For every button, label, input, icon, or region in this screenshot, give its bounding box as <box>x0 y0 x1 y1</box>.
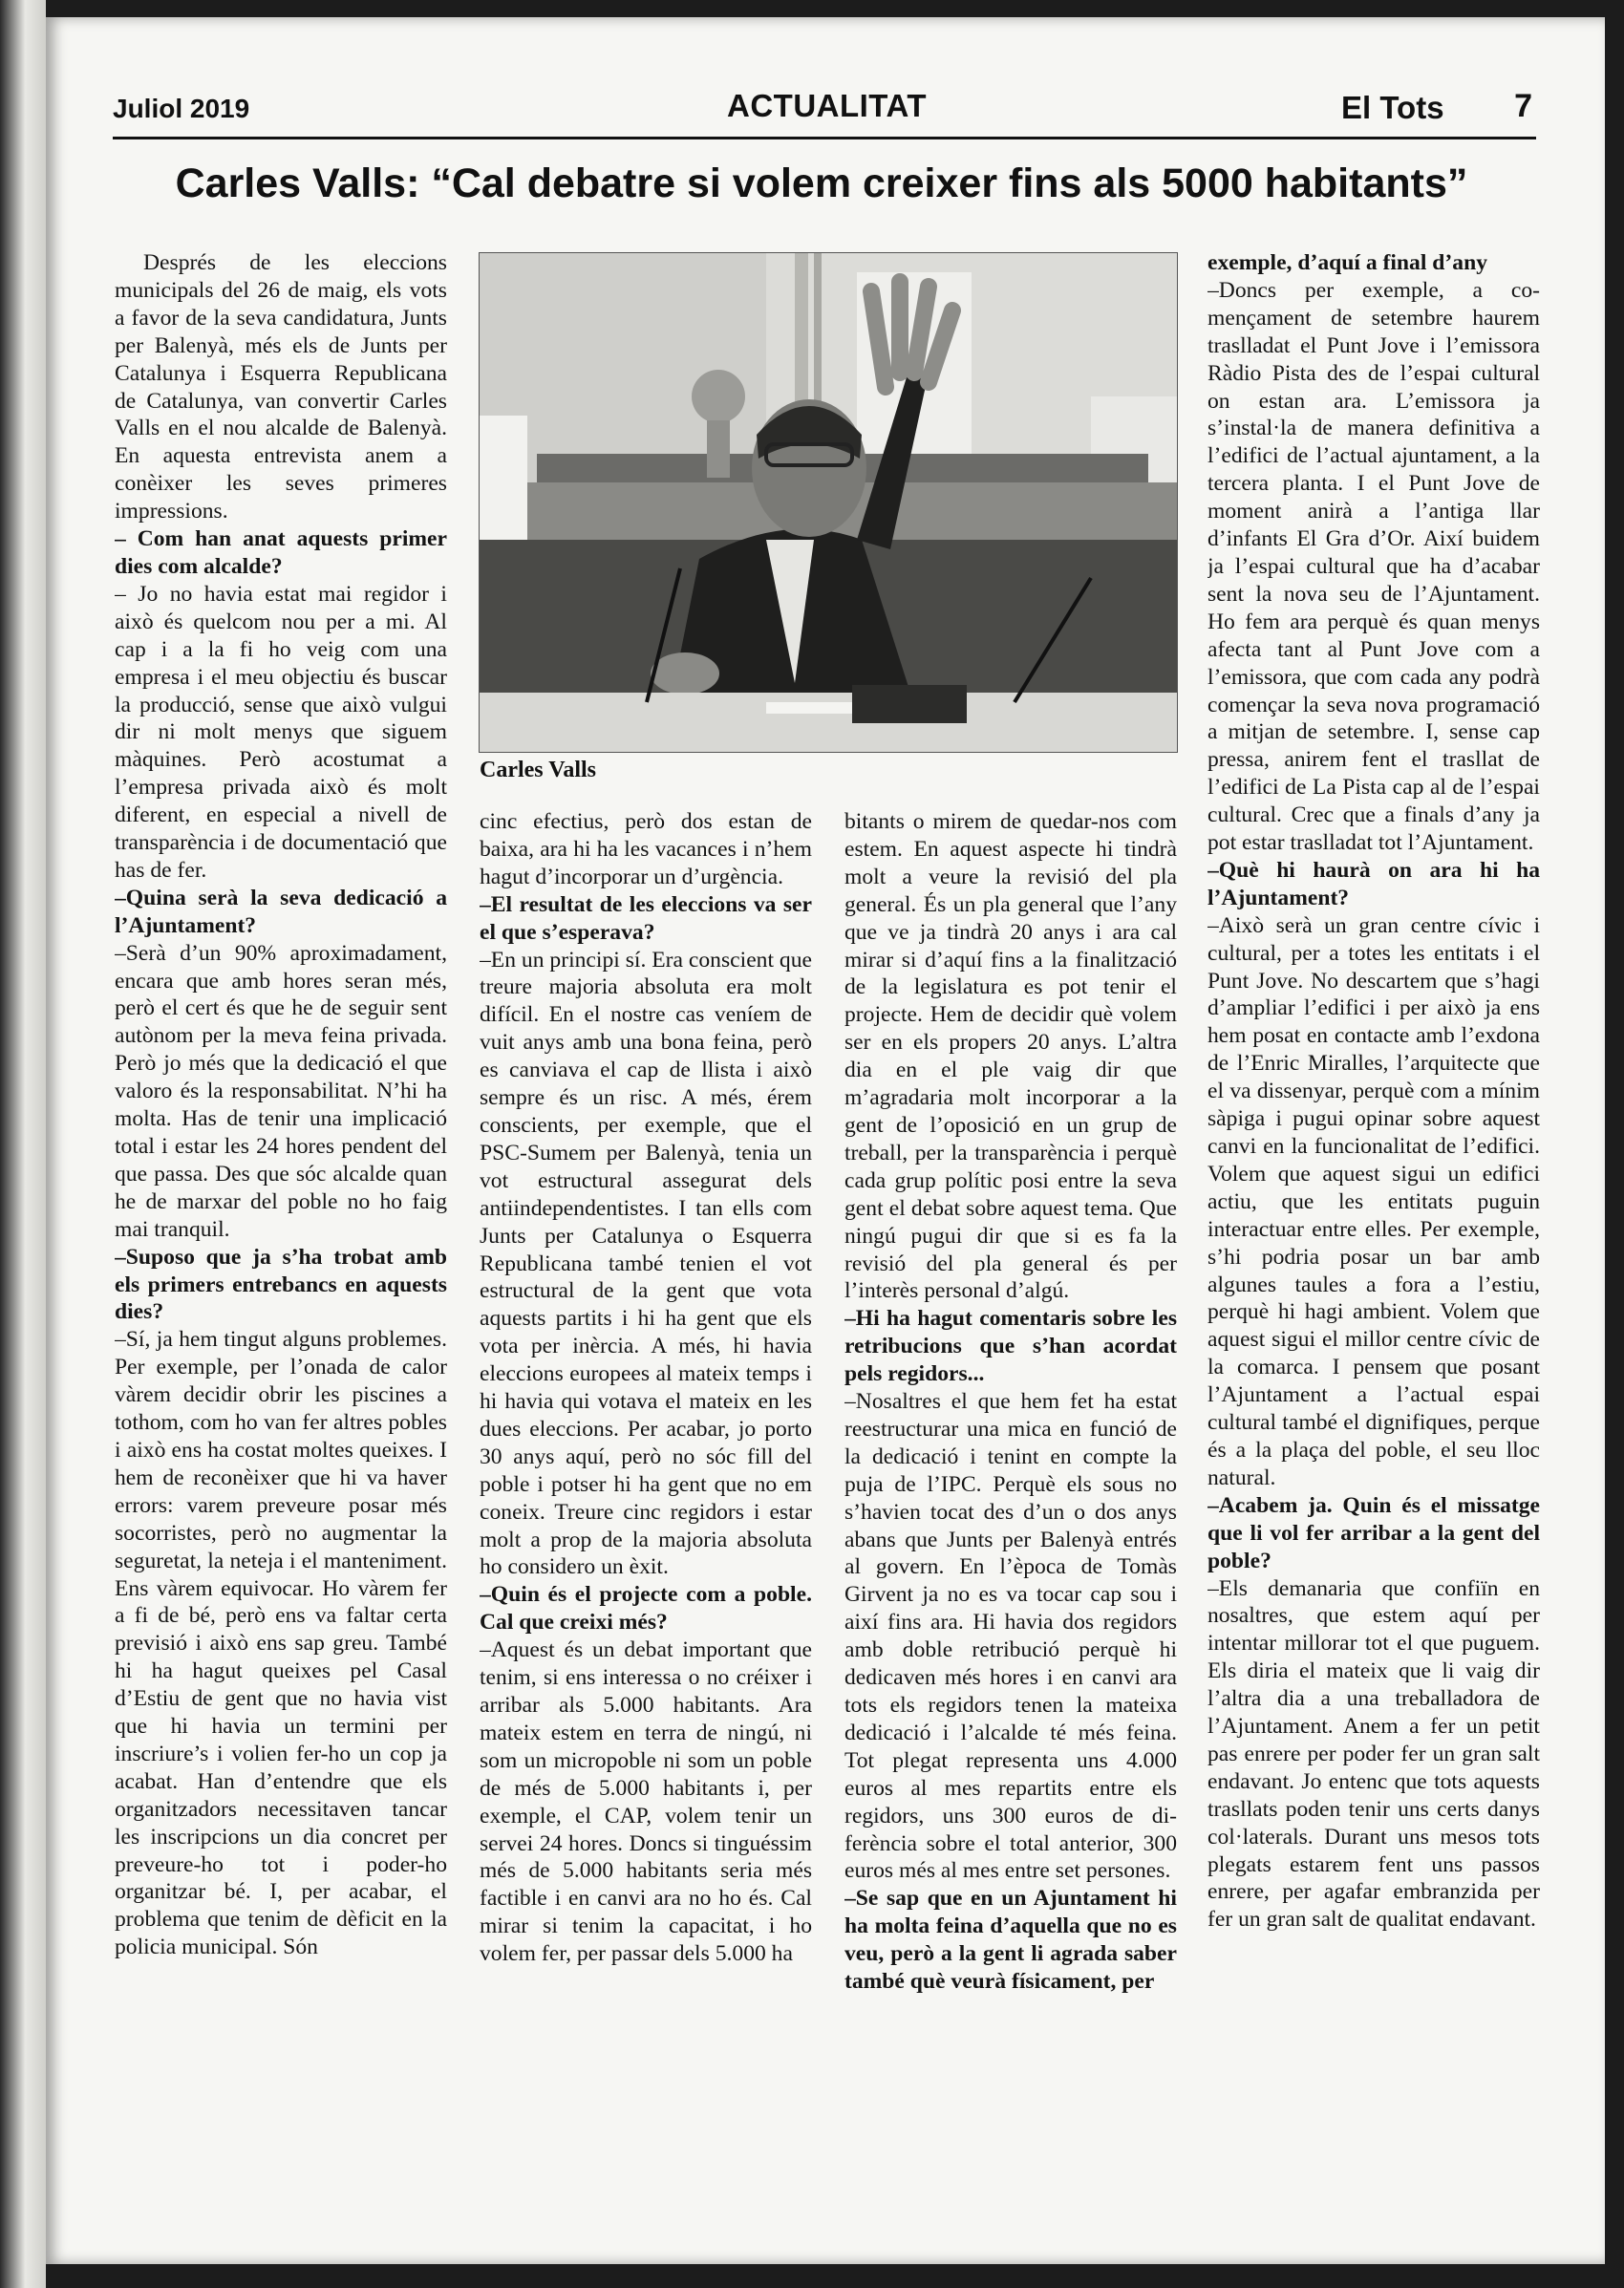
section-title: ACTUALITAT <box>727 88 928 123</box>
page-gutter <box>0 0 46 2288</box>
article-headline: Carles Valls: “Cal debatre si volem creixer fins als 5000 habitants” <box>175 160 1468 206</box>
text-column-2 <box>480 808 812 2172</box>
text-column-4 <box>1207 249 1540 2170</box>
interview-question: –Se sap que en un Ajuntament hi ha molta feina d’aquella que no es veu, però a la gent li agrada saber també què veurà físicament, per <box>844 1886 1177 1995</box>
interview-question: exemple, d’aquí a final d’any <box>1207 250 1487 275</box>
text-column-1 <box>115 249 447 2170</box>
article-paragraph: bitants o mirem de quedar-nos com estem. En aquest aspecte hi tindrà molt a veure la revisió del pla general. És un pla general que l’any que ve ja tindrà 20 anys i ara cal mirar si d’aquí fins a la finalització de la legislatura es pot tenir el projecte. Hem de decidir què volem ser en els propers 20 anys. L’altra dia en el ple vaig dir que m’agradaria molt incorporar a la gent de l’oposició en un grup de treball, per la transparència i perquè cada grup polític posi entre la seva gent el debat sobre aquest tema. Que ningú pugui dir que si es fa la revisió del pla general és per l’interès personal d’algú. <box>844 809 1177 1304</box>
article-paragraph: –Serà d’un 90% aproximadament, encara que amb hores seran més, però el cert és que he de seguir sent autònom per la meva feina privada. Però jo més que la dedicació el que valoro és la responsabilitat. N’hi ha molta. Has de tenir una implicació total i estar les 24 hores pendent del que passa. Des que sóc alcalde quan he de marxar del poble no ho faig mai tranquil. <box>115 940 447 1242</box>
interview-question: –Quina serà la seva dedicació a l’Ajuntament? <box>115 885 447 938</box>
article-paragraph: cinc efectius, però dos estan de baixa, ara hi ha les vacances i n’hem hagut d’incorporar un d’urgència. <box>480 809 812 889</box>
interview-question: –Quin és el projecte com a poble. Cal que creixi més? <box>480 1582 812 1636</box>
article-paragraph: –En un principi sí. Era conscient que treure majoria absoluta era molt difícil. En el nostre cas veníem de vuit anys amb una bona feina, però es canviava el cap de llista i això sempre és un risc. A més, érem conscients, per exemple, que el PSC-Sumem per Balenyà, tenia un vot estructural assegurat dels antiindependentistes. I tan ells com Junts per Catalunya o Esquerra Republicana també tenien el vot estructural de la gent que vota aquests partits i hi ha gent que els vota per inèrcia. A més, hi havia eleccions europees al mateix temps i hi havia qui votava el mateix en les dues eleccions. Per acabar, jo porto 30 anys aquí, però no sóc fill del poble i potser hi ha gent que no em coneix. Treure cinc regidors i estar molt a prop de la majoria absoluta ho considero un èxit. <box>480 947 812 1580</box>
interview-question: –Hi ha hagut comentaris sobre les retribucions que s’han acordat pels regidors... <box>844 1306 1177 1387</box>
interview-question: – Com han anat aquests primer dies com alcalde? <box>115 526 447 579</box>
article-paragraph: –Nosaltres el que hem fet ha estat reestructurar una mica en funció de la dedicació i tenint en compte la puja de l’IPC. Perquè els sous no s’havien tocat des d’un o dos anys abans que Junts per Balenyà entrés al govern. En l’època de Tomàs Girvent ja no es va tocar cap sou i així fins ara. Hi havia dos regidors amb doble retribució perquè hi dedicaven més hores i en canvi ara tots els regidors tenen la mateixa dedicació i l’alcalde té més feina. Tot plegat representa uns 4.000 euros al mes repartits entre els regidors, uns 300 euros de diferència sobre el total anterior, 300 euros més al mes entre set persones. <box>844 1389 1177 1884</box>
publication-name: El Tots <box>1341 90 1444 125</box>
issue-date: Juliol 2019 <box>113 94 250 123</box>
interview-question: –Suposo que ja s’ha trobat amb els primers entrebancs en aquests dies? <box>115 1244 447 1325</box>
article-paragraph: – Jo no havia estat mai regidor i això és quelcom nou per a mi. Al cap i a la fi ho veig com una empresa i el meu objectiu és buscar la producció, sense que això vulgui dir ni molt menys que siguem màquines. Però acostumat a l’empresa privada això és molt diferent, en especial a nivell de transparència i de documentació que has de fer. <box>115 581 447 883</box>
interview-question: –Què hi haurà on ara hi ha l’Ajuntament? <box>1207 857 1540 910</box>
article-paragraph: –Doncs per exemple, a començament de setembre haurem traslladat el Punt Jove i l’emissora Ràdio Pista des de l’espai cultural on estan ara. L’emissora ja s’instal·la de manera definitiva a l’edifici de l’actual ajuntament, a la tercera planta. I el Punt Jove de moment anirà a l’antiga llar d’infants El Gra d’Or. Així buidem ja l’espai cultural que ha d’acabar sent la nova seu de l’Ajuntament. Ho fem ara perquè és quan menys afecta tant al Punt Jove com a l’emissora, que com cada any podrà començar la seva nova programació a mitjan de setembre. I, sense cap pressa, anirem fent el trasllat de l’edifici de La Pista cap al de l’espai cultural. Crec que a finals d’any ja pot estar traslladat tot l’Ajuntament. <box>1207 277 1540 856</box>
article-paragraph: –Això serà un gran centre cívic i cultural, per a totes les entitats i el Punt Jove. No descartem que s’hagi d’ampliar l’edifici i per això ja ens hem posat en contacte amb l’exdona de l’Enric Miralles, l’arquitecte que el va dissenyar, perquè com a mínim sàpiga i pugui opinar sobre aquest canvi en la funcionalitat de l’edifici. Volem que aquest sigui un edifici actiu, que les entitats puguin interactuar entre elles. Per exemple, s’hi podria posar un bar amb algunes taules a fora a l’estiu, perquè hi hagi ambient. Volem que aquest sigui el millor centre cívic de la comarca. I pensem que posant l’Ajuntament a l’actual espai cultural també el dignifiques, perque és a la plaça del poble, el seu lloc natural. <box>1207 912 1540 1490</box>
interview-question: –El resultat de les eleccions va ser el que s’esperava? <box>480 891 812 945</box>
article-paragraph: –Els demanaria que confiïn en nosaltres, que estem aquí per intentar millorar tot el que puguem. Els diria el mateix que li vaig dir l’altra dia a una treballadora de l’Ajuntament. Anem a fer un petit pas enrere per poder fer un gran salt endavant. Jo entenc que tots aquests trasllats poden tenir uns certs danys col·laterals. Durant uns mesos tots plegats estarem fent uns passos enrere, per agafar embranzida per fer un gran salt de qualitat endavant. <box>1207 1575 1540 1933</box>
interview-question: –Acabem ja. Quin és el missatge que li vol fer arribar a la gent del poble? <box>1207 1492 1540 1573</box>
photo-caption: Carles Valls <box>480 758 597 782</box>
photo-illustration <box>480 253 1177 752</box>
page-header <box>113 88 1536 136</box>
text-column-3 <box>844 808 1177 2172</box>
article-photo <box>479 252 1178 753</box>
article-paragraph: Després de les eleccions municipals del 26 de maig, els vots a favor de la seva candidatura, Junts per Balenyà, més els de Junts per Catalunya i Esquerra Republicana de Catalunya, van convertir Carles Valls en el nou alcalde de Balenyà. En aquesta entrevista anem a conèixer les seves primeres impressions. <box>115 250 447 524</box>
header-rule <box>113 137 1536 139</box>
page-number: 7 <box>1514 88 1532 124</box>
article-paragraph: –Aquest és un debat important que tenim, si ens interessa o no créixer i arribar als 5.000 habitants. Ara mateix estem en terra de ningú, ni som un micropoble ni som un poble de més de 5.000 habitants i, per exemple, el CAP, volem tenir un servei 24 hores. Doncs si tinguéssim més de 5.000 habitants seria més factible i en canvi ara no ho és. Cal mirar si tenim la capacitat, i ho volem fer, per passar dels 5.000 ha <box>480 1637 812 1967</box>
article-paragraph: –Sí, ja hem tingut alguns problemes. Per exemple, per l’onada de calor vàrem decidir obrir les piscines a tothom, com ho van fer altres pobles i això ens ha costat moltes queixes. I hem de reconèixer que hi va haver errors: varem preveure posar més socorristes, però no augmentar la seguretat, la neteja i el manteniment. Ens vàrem equivocar. Ho vàrem fer a fi de bé, però ens va faltar certa previsió i això ens sap greu. També hi ha hagut queixes pel Casal d’Estiu de gent que no havia vist que hi havia un termini per inscriure’s i volien fer-ho un cop ja acabat. Han d’entendre que els organitzadors necessitaven tancar les inscripcions un dia concret per preveure-ho tot i poder-ho organitzar bé. I, per acabar, el problema que tenim de dèficit en la policia municipal. Són <box>115 1327 447 1960</box>
